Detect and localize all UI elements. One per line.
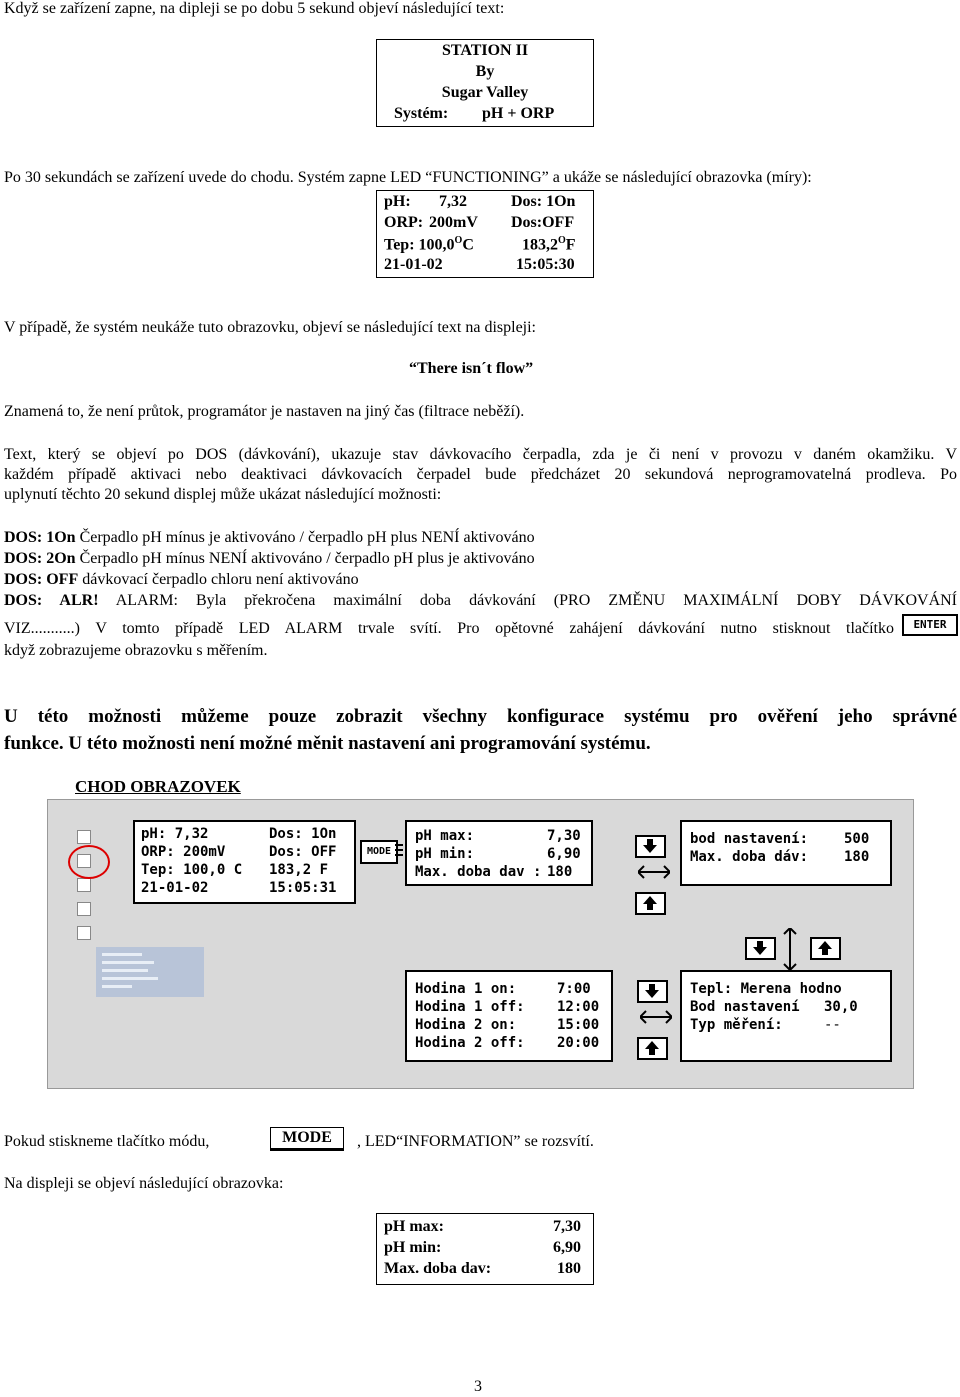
- setpoint-screen: bod nastavení: 500 Max. doba dáv: 180: [680, 820, 892, 886]
- arrow-up-button-3[interactable]: [637, 1037, 668, 1060]
- orp-label: ORP:: [384, 214, 424, 231]
- arrow-down-icon: [753, 941, 767, 955]
- intro-text: Když se zařízení zapne, na dipleji se po dobu 5 sekund objeví následující text:: [4, 0, 505, 17]
- startup-by: By: [475, 63, 495, 80]
- no-flow-message: “There isn´t flow”: [409, 360, 534, 377]
- option-alr-end: když zobrazujeme obrazovku s měřením.: [4, 642, 268, 659]
- arrow-up-button-2[interactable]: [810, 937, 841, 960]
- double-arrow-icon-2: [640, 1010, 672, 1024]
- startup-title: STATION II: [441, 42, 529, 59]
- option-alr: DOS: ALR! ALARM: Byla překročena maximální doba dávkování (PRO ZMĚNU MAXIMÁLNÍ DOBY DÁVKOVÁNÍ: [4, 592, 958, 609]
- arrow-up-icon: [643, 896, 657, 910]
- option-1on: DOS: 1On Čerpadlo pH mínus je aktivováno / čerpadlo pH plus NENÍ aktivováno: [4, 529, 535, 546]
- arrow-up-button-1[interactable]: [635, 892, 666, 915]
- double-arrow-right-icon: [395, 843, 403, 857]
- measure-display-box: [376, 190, 594, 278]
- bold-note-line2: funkce. U této možnosti není možné měnit nastavení ani programování systému.: [4, 733, 651, 754]
- arrow-down-button-3[interactable]: [637, 980, 668, 1003]
- temperature-screen: Tepl: Merena hodno Bod nastavení 30,0 Typ měření: --: [680, 970, 892, 1062]
- led-5-icon: [77, 926, 91, 940]
- timer-screen: Hodina 1 on: 7:00 Hodina 1 off: 12:00 Hodina 2 on: 15:00 Hodina 2 off: 20:00: [405, 970, 613, 1062]
- startup-system-label: Systém:: [394, 105, 449, 122]
- double-arrow-vertical-icon: [783, 928, 797, 970]
- date-value: 21-01-02: [384, 256, 443, 273]
- led-4-icon: [77, 902, 91, 916]
- temp-c: Tep: $100,0^OC$: [384, 235, 474, 254]
- display-text: Na displeji se objeví následující obrazovka:: [4, 1175, 284, 1192]
- info-screen-small: pH max: 7,30 pH min: 6,90 Max. doba dav : 180: [405, 820, 593, 886]
- no-screen-text: V případě, že systém neukáže tuto obrazovku, objeví se následující text na displeji:: [4, 319, 536, 336]
- dos-paragraph-line1: Text, který se objeví po DOS (dávkování), ukazuje stav dávkovacího čerpadla, zda je či není v provozu v daném okamžiku. V: [4, 446, 957, 463]
- arrow-up-icon: [645, 1041, 659, 1055]
- ph-value: 7,32: [439, 193, 467, 210]
- measure-screen: pH: 7,32 ORP: 200mV Tep: 100,0 C 21-01-02 Dos: 1On Dos: OFF 183,2 F 15:05:31: [133, 820, 356, 904]
- led-panel: [74, 822, 134, 1010]
- mode-paragraph-end: , LED“INFORMATION” se rozsvítí.: [357, 1133, 594, 1150]
- led-3-icon: [77, 878, 91, 892]
- double-arrow-icon: [638, 865, 670, 879]
- temp-f: $183,2^OF$: [522, 235, 576, 254]
- orp-value: 200mV: [429, 214, 478, 231]
- option-off: DOS: OFF dávkovací čerpadlo chloru není aktivováno: [4, 571, 359, 588]
- startup-system-value: pH + ORP: [482, 105, 555, 122]
- dos2-value: Dos:OFF: [511, 214, 575, 231]
- startup-display-box: [376, 39, 594, 127]
- diagram-panel: [47, 799, 914, 1089]
- after30-text: Po 30 sekundách se zařízení uvede do chodu. Systém zapne LED “FUNCTIONING” a ukáže se následující obrazovka (míry):: [4, 169, 812, 186]
- arrow-down-button-1[interactable]: [635, 835, 666, 858]
- option-2on: DOS: 2On Čerpadlo pH mínus NENÍ aktivováno / čerpadlo pH plus je aktivováno: [4, 550, 535, 567]
- dos1-value: Dos: 1On: [511, 193, 576, 210]
- bold-note-line1: U této možnosti můžeme pouze zobrazit všechny konfigurace systému pro ověření jeho správné: [4, 706, 957, 727]
- arrow-down-button-2[interactable]: [745, 937, 776, 960]
- startup-brand: Sugar Valley: [441, 84, 529, 101]
- option-alr-cont: VIZ...........) V tomto případě LED ALARM trvale svítí. Pro opětovné zahájení dávkování nutno stisknout tlačítko: [4, 620, 894, 637]
- mode-paragraph: Pokud stiskneme tlačítko módu,: [4, 1133, 210, 1150]
- arrow-up-icon: [818, 941, 832, 955]
- diagram-title: CHOD OBRAZOVEK: [75, 777, 241, 796]
- time-value: 15:05:30: [516, 256, 575, 273]
- enter-button[interactable]: ENTER: [902, 614, 958, 636]
- ph-label: pH:: [384, 193, 411, 210]
- page-number: 3: [474, 1378, 482, 1395]
- led-highlight-circle: [68, 845, 110, 879]
- led-1-icon: [77, 830, 91, 844]
- mode-button[interactable]: MODE: [270, 1127, 344, 1151]
- diagram-mode-button[interactable]: MODE: [360, 840, 398, 864]
- info-display-box: pH max: 7,30 pH min: 6,90 Max. doba dav: 180: [376, 1213, 594, 1285]
- arrow-down-icon: [643, 839, 657, 853]
- arrow-down-icon: [645, 984, 659, 998]
- meaning-text: Znamená to, že není průtok, programátor je nastaven na jiný čas (filtrace neběží).: [4, 403, 525, 420]
- dos-paragraph-line2: každém případě aktivaci nebo deaktivaci dávkovacích čerpadel bude předcházet 20 sekundová neprogramovatelná prodleva. Po: [4, 466, 957, 483]
- led-label-block: [96, 947, 204, 997]
- dos-paragraph-line3: uplynutí těchto 20 sekund displej může ukázat následující možnosti:: [4, 486, 442, 503]
